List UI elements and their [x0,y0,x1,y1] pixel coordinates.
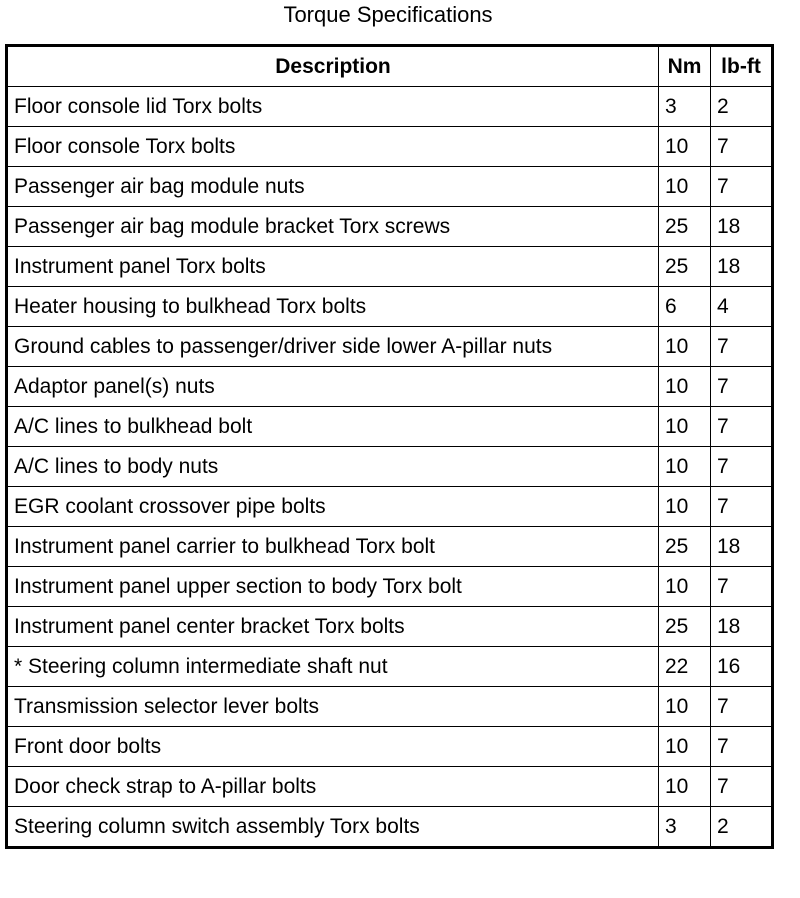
table-row [7,807,773,848]
cell-nm: 10 [659,727,711,767]
cell-description: EGR coolant crossover pipe bolts [7,487,659,527]
cell-nm: 10 [659,447,711,487]
table-row [7,487,773,527]
table-row [7,447,773,487]
cell-lbft: 18 [711,527,773,567]
table-row [7,247,773,287]
cell-description: Door check strap to A-pillar bolts [7,767,659,807]
cell-description: Adaptor panel(s) nuts [7,367,659,407]
table-row [7,727,773,767]
table-row [7,407,773,447]
cell-lbft: 7 [711,367,773,407]
torque-spec-table [5,44,774,849]
column-header-lbft: lb-ft [711,46,773,87]
table-row [7,527,773,567]
cell-description: Instrument panel center bracket Torx bolts [7,607,659,647]
table-row [7,687,773,727]
cell-description: Heater housing to bulkhead Torx bolts [7,287,659,327]
cell-lbft: 18 [711,607,773,647]
cell-nm: 6 [659,287,711,327]
table-row [7,647,773,687]
cell-lbft: 7 [711,567,773,607]
cell-lbft: 18 [711,207,773,247]
cell-description: Instrument panel carrier to bulkhead Torx bolt [7,527,659,567]
cell-nm: 10 [659,407,711,447]
cell-description: Instrument panel Torx bolts [7,247,659,287]
table-row [7,287,773,327]
cell-nm: 10 [659,567,711,607]
cell-nm: 25 [659,607,711,647]
cell-description: Front door bolts [7,727,659,767]
cell-lbft: 7 [711,447,773,487]
table-row [7,367,773,407]
cell-nm: 25 [659,247,711,287]
cell-lbft: 7 [711,767,773,807]
cell-lbft: 2 [711,87,773,127]
column-header-description: Description [7,46,659,87]
cell-nm: 25 [659,207,711,247]
cell-description: A/C lines to body nuts [7,447,659,487]
cell-lbft: 7 [711,407,773,447]
table-row [7,767,773,807]
cell-description: Passenger air bag module nuts [7,167,659,207]
cell-description: Transmission selector lever bolts [7,687,659,727]
cell-nm: 10 [659,367,711,407]
table-row [7,207,773,247]
cell-nm: 10 [659,767,711,807]
cell-lbft: 7 [711,127,773,167]
column-header-nm: Nm [659,46,711,87]
cell-nm: 10 [659,487,711,527]
cell-lbft: 18 [711,247,773,287]
cell-nm: 3 [659,87,711,127]
header-row [7,46,773,87]
cell-lbft: 4 [711,287,773,327]
table-body [7,87,773,848]
cell-nm: 10 [659,327,711,367]
cell-lbft: 16 [711,647,773,687]
cell-lbft: 7 [711,327,773,367]
cell-description: Ground cables to passenger/driver side lower A-pillar nuts [7,327,659,367]
cell-description: Floor console Torx bolts [7,127,659,167]
cell-lbft: 7 [711,727,773,767]
cell-description: Steering column switch assembly Torx bolts [7,807,659,848]
cell-nm: 10 [659,127,711,167]
table-row [7,567,773,607]
cell-nm: 10 [659,167,711,207]
cell-nm: 3 [659,807,711,848]
cell-description: * Steering column intermediate shaft nut [7,647,659,687]
cell-lbft: 2 [711,807,773,848]
table-row [7,167,773,207]
table-row [7,87,773,127]
cell-lbft: 7 [711,167,773,207]
page-title: Torque Specifications [283,2,493,27]
cell-nm: 25 [659,527,711,567]
table-row [7,127,773,167]
cell-lbft: 7 [711,687,773,727]
cell-nm: 10 [659,687,711,727]
cell-description: Passenger air bag module bracket Torx screws [7,207,659,247]
cell-lbft: 7 [711,487,773,527]
cell-description: Floor console lid Torx bolts [7,87,659,127]
cell-nm: 22 [659,647,711,687]
cell-description: A/C lines to bulkhead bolt [7,407,659,447]
table-row [7,607,773,647]
cell-description: Instrument panel upper section to body Torx bolt [7,567,659,607]
table-row [7,327,773,367]
